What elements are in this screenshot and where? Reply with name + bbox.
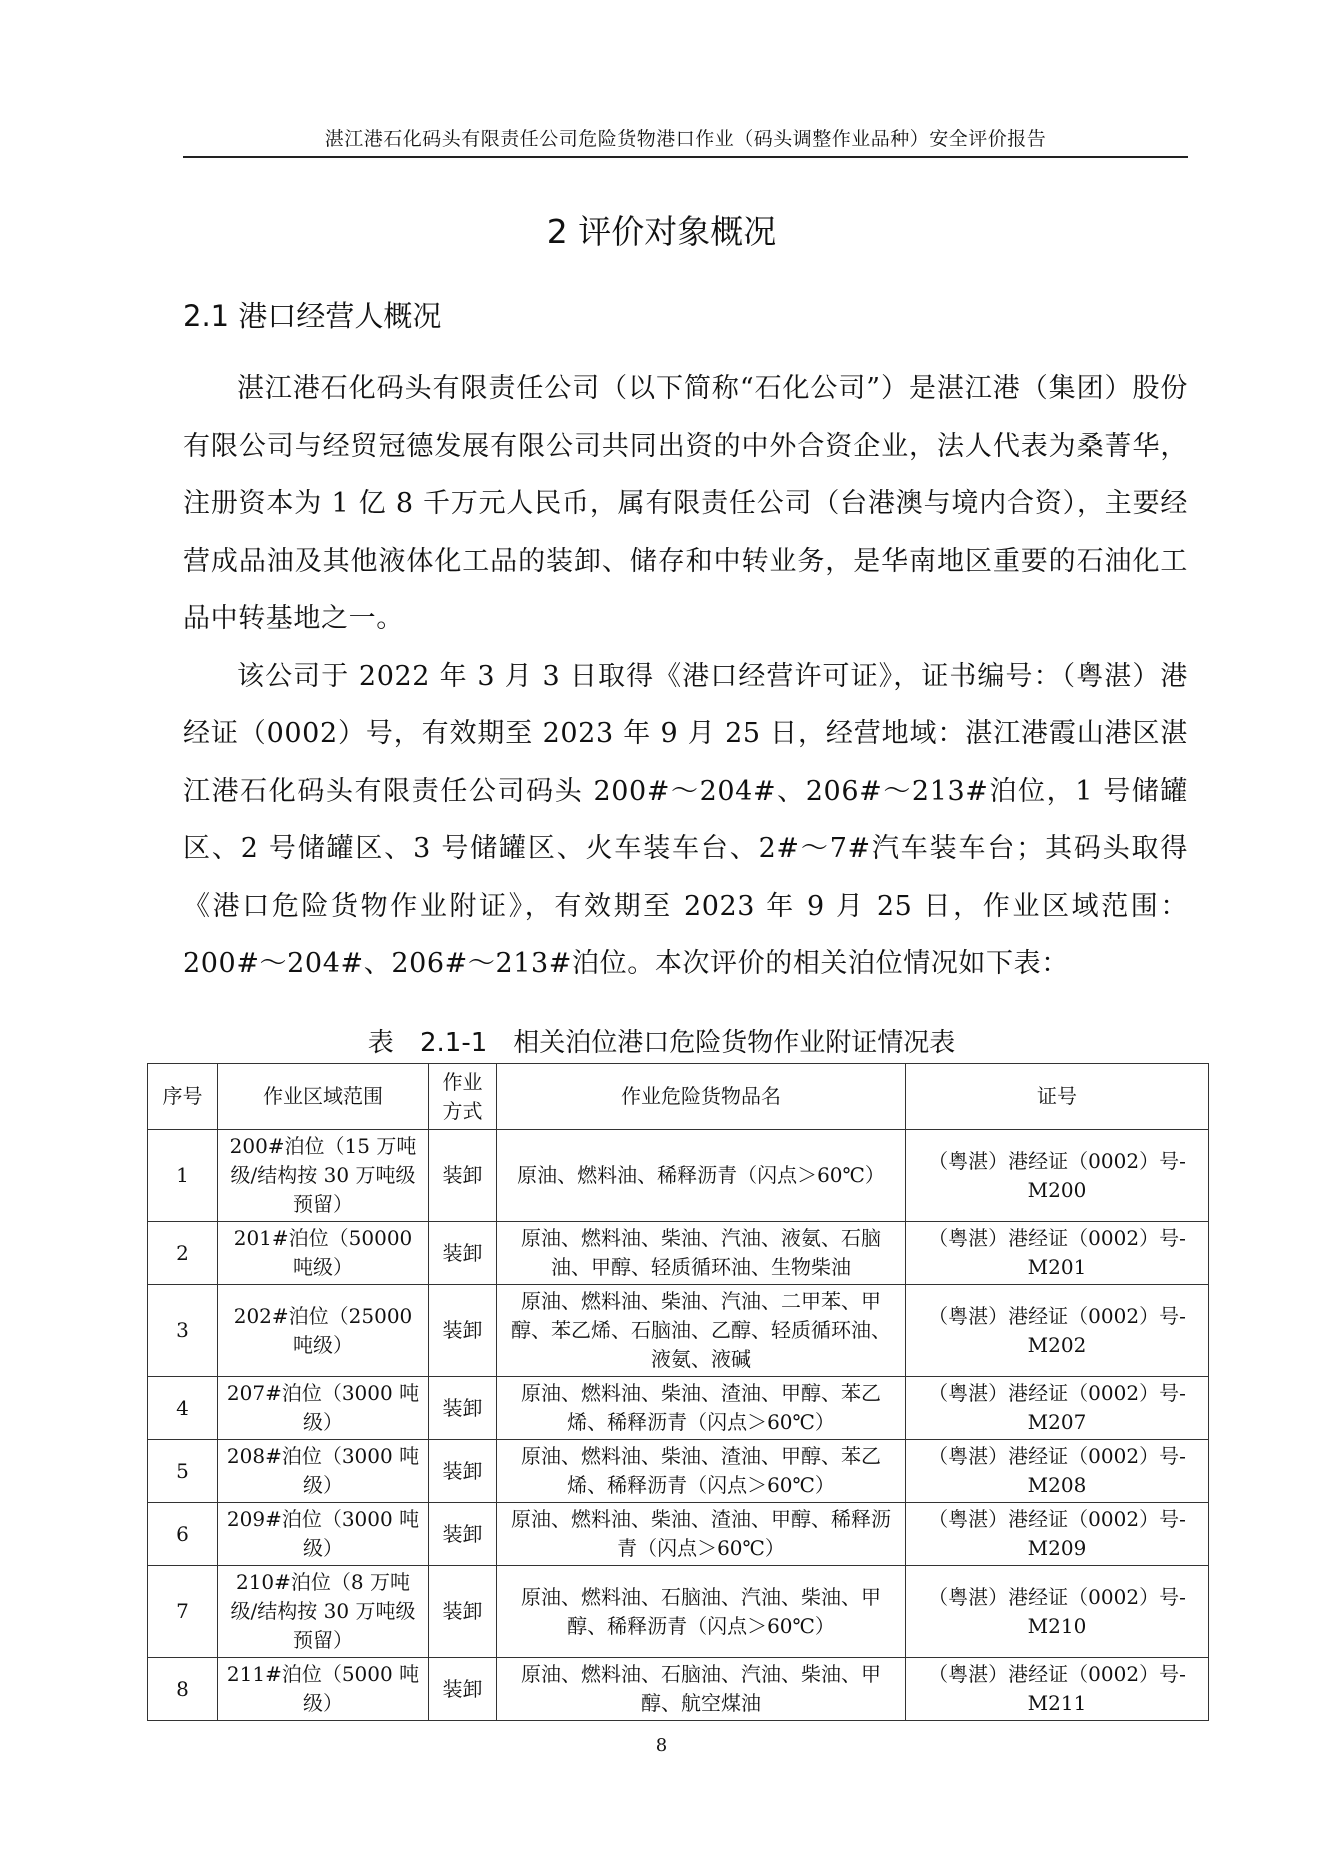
table-row <box>148 1377 1209 1440</box>
cell-no: 3 <box>148 1285 218 1377</box>
cell-area: 211#泊位（5000 吨级） <box>218 1658 429 1721</box>
cell-area: 209#泊位（3000 吨级） <box>218 1503 429 1566</box>
cell-mode: 装卸 <box>429 1285 497 1377</box>
cell-cert: （粤湛）港经证（0002）号-M208 <box>906 1440 1209 1503</box>
cell-mode: 装卸 <box>429 1503 497 1566</box>
cell-cert: （粤湛）港经证（0002）号-M202 <box>906 1285 1209 1377</box>
header-cell-area: 作业区域范围 <box>218 1064 429 1130</box>
cell-cert: （粤湛）港经证（0002）号-M200 <box>906 1130 1209 1222</box>
cell-goods: 原油、燃料油、柴油、汽油、液氨、石脑油、甲醇、轻质循环油、生物柴油 <box>497 1222 906 1285</box>
cell-no: 2 <box>148 1222 218 1285</box>
table-row <box>148 1222 1209 1285</box>
cell-no: 7 <box>148 1566 218 1658</box>
paragraph: 湛江港石化码头有限责任公司（以下简称“石化公司”）是湛江港（集团）股份有限公司与经贸冠德发展有限公司共同出资的中外合资企业，法人代表为桑菁华，注册资本为 1 亿 8 千万元人民币，属有限责任公司（台港澳与境内合资），主要经营成品油及其他液体化工品的装卸、储存和中转业务，是华南地区重要的石油化工品中转基地之一。 <box>183 373 1188 634</box>
table-row <box>148 1566 1209 1658</box>
cell-no: 8 <box>148 1658 218 1721</box>
section-heading: 2.1 港口经营人概况 <box>183 299 442 333</box>
cell-area: 210#泊位（8 万吨级/结构按 30 万吨级预留） <box>218 1566 429 1658</box>
table-row <box>148 1285 1209 1377</box>
cell-mode: 装卸 <box>429 1377 497 1440</box>
header-cell-goods: 作业危险货物品名 <box>497 1064 906 1130</box>
table-row <box>148 1440 1209 1503</box>
cell-area: 208#泊位（3000 吨级） <box>218 1440 429 1503</box>
cell-goods: 原油、燃料油、柴油、渣油、甲醇、苯乙烯、稀释沥青（闪点＞60℃） <box>497 1440 906 1503</box>
paragraph: 该公司于 2022 年 3 月 3 日取得《港口经营许可证》，证书编号：（粤湛）港经证（0002）号，有效期至 2023 年 9 月 25 日，经营地域：湛江港霞山港区湛江港石化码头有限责任公司码头 200#～204#、206#～213#泊位，1 号储罐区、2 号储罐区、3 号储罐区、火车装车台、2#～7#汽车装车台；其码头取得《港口危险货物作业附证》，有效期至 2023 年 9 月 25 日，作业区域范围：200#～204#、206#～213#泊位。本次评价的相关泊位情况如下表： <box>183 660 1188 979</box>
cell-goods: 原油、燃料油、柴油、汽油、二甲苯、甲醇、苯乙烯、石脑油、乙醇、轻质循环油、液氨、液碱 <box>497 1285 906 1377</box>
running-header: 湛江港石化码头有限责任公司危险货物港口作业（码头调整作业品种）安全评价报告 <box>324 128 1047 150</box>
berth-permit-table <box>147 1063 1209 1721</box>
cell-no: 6 <box>148 1503 218 1566</box>
cell-cert: （粤湛）港经证（0002）号-M211 <box>906 1658 1209 1721</box>
cell-no: 1 <box>148 1130 218 1222</box>
cell-no: 4 <box>148 1377 218 1440</box>
page-number: 8 <box>655 1735 668 1756</box>
cell-goods: 原油、燃料油、石脑油、汽油、柴油、甲醇、航空煤油 <box>497 1658 906 1721</box>
table-row <box>148 1130 1209 1222</box>
cell-goods: 原油、燃料油、稀释沥青（闪点＞60℃） <box>497 1130 906 1222</box>
cell-goods: 原油、燃料油、柴油、渣油、甲醇、稀释沥青（闪点＞60℃） <box>497 1503 906 1566</box>
cell-mode: 装卸 <box>429 1566 497 1658</box>
cell-mode: 装卸 <box>429 1658 497 1721</box>
body-text <box>183 360 1188 993</box>
table-row <box>148 1503 1209 1566</box>
cell-area: 201#泊位（50000 吨级） <box>218 1222 429 1285</box>
chapter-title: 2 评价对象概况 <box>546 212 777 251</box>
table-body <box>148 1130 1209 1721</box>
cell-goods: 原油、燃料油、柴油、渣油、甲醇、苯乙烯、稀释沥青（闪点＞60℃） <box>497 1377 906 1440</box>
header-cell-no: 序号 <box>148 1064 218 1130</box>
cell-area: 200#泊位（15 万吨级/结构按 30 万吨级预留） <box>218 1130 429 1222</box>
cell-no: 5 <box>148 1440 218 1503</box>
header-rule <box>183 156 1188 158</box>
cell-area: 207#泊位（3000 吨级） <box>218 1377 429 1440</box>
cell-area: 202#泊位（25000 吨级） <box>218 1285 429 1377</box>
header-cell-mode: 作业方式 <box>429 1064 497 1130</box>
cell-mode: 装卸 <box>429 1222 497 1285</box>
table-caption: 表 2.1-1 相关泊位港口危险货物作业附证情况表 <box>367 1028 956 1058</box>
cell-mode: 装卸 <box>429 1440 497 1503</box>
cell-cert: （粤湛）港经证（0002）号-M209 <box>906 1503 1209 1566</box>
cell-goods: 原油、燃料油、石脑油、汽油、柴油、甲醇、稀释沥青（闪点＞60℃） <box>497 1566 906 1658</box>
table-row <box>148 1658 1209 1721</box>
table-header-row <box>148 1064 1209 1130</box>
cell-cert: （粤湛）港经证（0002）号-M210 <box>906 1566 1209 1658</box>
cell-mode: 装卸 <box>429 1130 497 1222</box>
header-cell-cert: 证号 <box>906 1064 1209 1130</box>
cell-cert: （粤湛）港经证（0002）号-M207 <box>906 1377 1209 1440</box>
cell-cert: （粤湛）港经证（0002）号-M201 <box>906 1222 1209 1285</box>
